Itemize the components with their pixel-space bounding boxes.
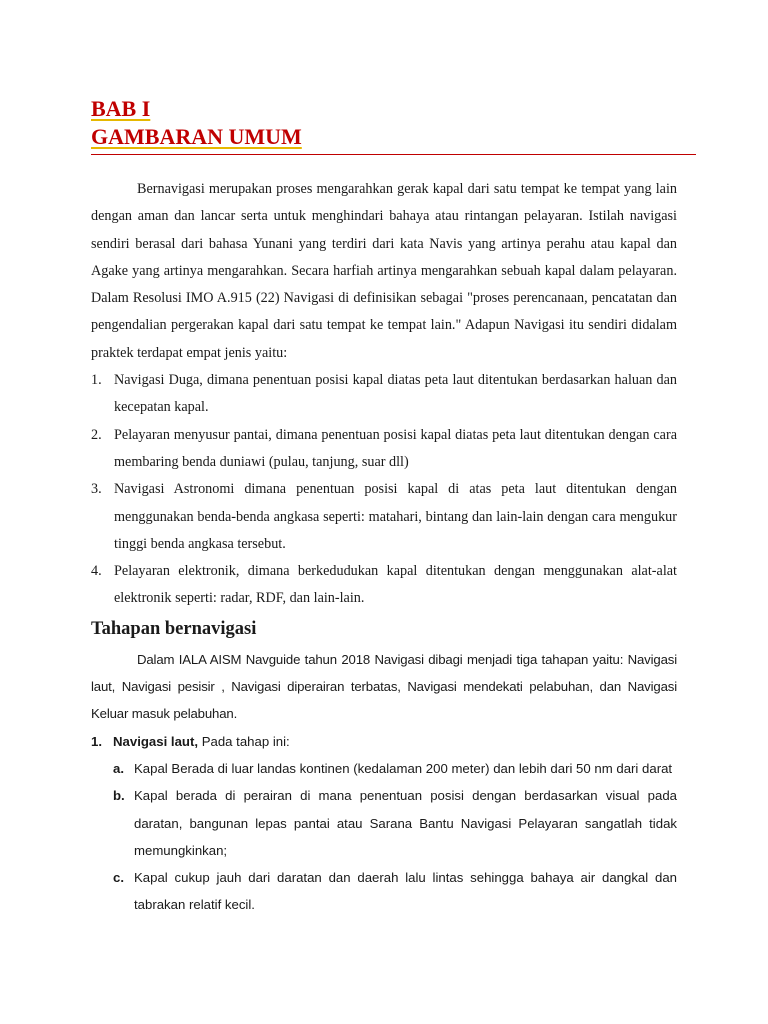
chapter-heading <box>91 95 302 151</box>
list-item <box>91 422 677 477</box>
heading-divider <box>91 154 696 155</box>
list-number: 3. <box>91 481 102 498</box>
chapter-title: GAMBARAN UMUM <box>91 124 302 149</box>
list-item <box>91 558 677 613</box>
list-item <box>113 755 677 782</box>
stage-intro: Pada tahap ini: <box>198 733 290 749</box>
stages-paragraph: Dalam IALA AISM Navguide tahun 2018 Navigasi dibagi menjadi tiga tahapan yaitu: Navigasi laut, Navigasi pesisir , Navigasi diperairan terbatas, Navigasi mendekati pelabuhan, dan Navigasi Keluar masuk pelabuhan. <box>91 651 677 722</box>
list-item <box>91 367 677 422</box>
list-item <box>113 782 677 864</box>
list-text: Navigasi Duga, dimana penentuan posisi kapal diatas peta laut ditentukan berdasarkan haluan dan kecepatan kapal. <box>114 372 677 416</box>
stage-subitems-list <box>91 755 677 919</box>
list-letter: a. <box>113 760 124 776</box>
list-text: Navigasi Astronomi dimana penentuan posisi kapal di atas peta laut ditentukan dengan menggunakan benda-benda angkasa seperti: matahari, bintang dan lain-lain dengan cara mengukur tinggi benda angkasa tersebut. <box>114 481 677 552</box>
list-item <box>91 476 677 558</box>
list-letter: c. <box>113 870 124 886</box>
list-text: Kapal cukup jauh dari daratan dan daerah lalu lintas sehingga bahaya air dangkal dan tabrakan relatif kecil. <box>134 870 677 913</box>
list-letter: b. <box>113 788 125 804</box>
list-number: 1. <box>91 733 102 749</box>
list-text: Kapal berada di perairan di mana penentuan posisi dengan berdasarkan visual pada daratan, bangunan lepas pantai atau Sarana Bantu Navigasi Pelayaran sangatlah tidak memungkinkan; <box>134 788 677 858</box>
chapter-label: BAB I <box>91 96 151 121</box>
stages-section <box>91 646 677 919</box>
list-number: 2. <box>91 426 102 443</box>
list-text: Pelayaran elektronik, dimana berkedudukan kapal ditentukan dengan menggunakan alat-alat elektronik seperti: radar, RDF, dan lain-lain. <box>114 563 677 607</box>
list-text: Pelayaran menyusur pantai, dimana penentuan posisi kapal diatas peta laut ditentukan dengan cara membaring benda duniawi (pulau, tanjung, suar dll) <box>114 426 677 470</box>
navigation-types-list <box>91 367 677 613</box>
stage-item <box>91 728 677 755</box>
list-number: 1. <box>91 372 102 389</box>
list-text: Kapal Berada di luar landas kontinen (kedalaman 200 meter) dan lebih dari 50 nm dari darat <box>134 760 673 776</box>
section-heading: Tahapan bernavigasi <box>91 618 257 639</box>
document-body <box>91 176 677 919</box>
intro-paragraph: Bernavigasi merupakan proses mengarahkan gerak kapal dari satu tempat ke tempat yang lain dengan aman dan lancar serta untuk menghindari bahaya atau rintangan pelayaran. Istilah navigasi sendiri berasal dari bahasa Yunani yang terdiri dari kata Navis yang artinya perahu atau kapal dan Agake yang artinya mengarahkan. Secara harfiah artinya mengarahkan sebuah kapal dalam pelayaran. Dalam Resolusi IMO A.915 (22) Navigasi di definisikan sebagai "proses perencanaan, pencatatan dan pengendalian pergerakan kapal dari satu tempat ke tempat lain." Adapun Navigasi itu sendiri didalam praktek terdapat empat jenis yaitu: <box>91 181 677 361</box>
list-item <box>113 864 677 919</box>
list-number: 4. <box>91 563 102 580</box>
stage-title: Navigasi laut, <box>113 733 199 749</box>
